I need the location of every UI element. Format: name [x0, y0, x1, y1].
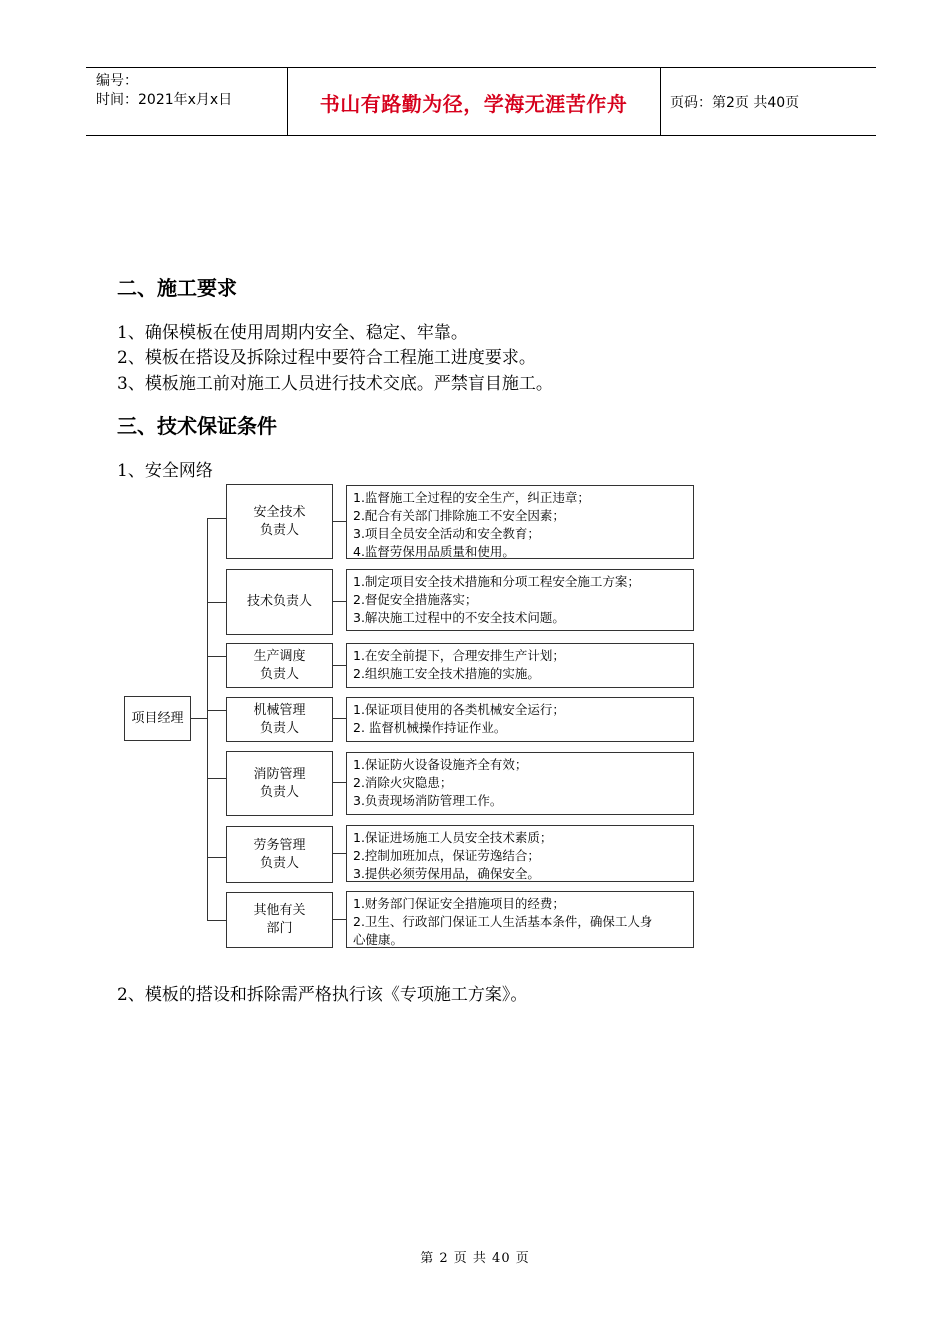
role-label: 其他有关: [253, 903, 306, 918]
role-box-production: [226, 643, 333, 688]
duty-box-fire: [346, 752, 694, 815]
role-label: 负责人: [259, 522, 299, 538]
duty-line: 1.监督施工全过程的安全生产，纠正违章；: [353, 490, 590, 505]
section3-subtitle-2: 2、模板的搭设和拆除需严格执行该《专项施工方案》。: [117, 985, 528, 1005]
branch-connector-3: [207, 656, 226, 657]
duty-line: 1.制定项目安全技术措施和分项工程安全施工方案；: [353, 574, 640, 589]
header-top-rule: [86, 67, 876, 68]
role-label: 技术负责人: [246, 594, 312, 609]
role-box-fire: [226, 751, 333, 816]
duty-line: 2.配合有关部门排除施工不安全因素；: [353, 508, 565, 523]
header-time: 时间：2021年x月x日: [96, 92, 233, 108]
duty-box-tech-lead: [346, 569, 694, 631]
header-motto: 书山有路勤为径，学海无涯苦作舟: [319, 92, 628, 116]
section3-subtitle-1: 1、安全网络: [117, 461, 213, 481]
header-page-info: 页码：第2页 共40页: [670, 95, 800, 111]
duty-line: 1.保证防火设备设施齐全有效；: [353, 757, 528, 772]
branch-connector-7: [207, 920, 226, 921]
duty-connector-6: [332, 853, 346, 854]
section2-item-2: 2、模板在搭设及拆除过程中要符合工程施工进度要求。: [117, 348, 536, 368]
role-label: 机械管理: [253, 702, 306, 718]
duty-line: 2.控制加班加点，保证劳逸结合；: [353, 848, 540, 863]
root-connector: [190, 718, 208, 719]
duty-line: 2.组织施工安全技术措施的实施。: [353, 666, 540, 681]
duty-line: 1.保证进场施工人员安全技术素质；: [353, 830, 553, 845]
duty-line: 心健康。: [353, 932, 404, 947]
section3-title: 三、技术保证条件: [117, 414, 277, 438]
duty-connector-7: [332, 919, 346, 920]
header-number: 编号：: [96, 73, 138, 89]
duty-line: 3.负责现场消防管理工作。: [353, 793, 503, 808]
role-box-other-depts: [226, 892, 333, 948]
role-box-labor: [226, 826, 333, 883]
role-label: 负责人: [259, 784, 299, 800]
branch-connector-4: [207, 710, 226, 711]
role-box-machinery: [226, 697, 333, 742]
duty-line: 3.项目全员安全活动和安全教育；: [353, 526, 540, 541]
duty-connector-1: [332, 521, 346, 522]
header-divider-right: [660, 67, 661, 136]
duty-line: 1.保证项目使用的各类机械安全运行；: [353, 702, 565, 717]
section2-item-3: 3、模板施工前对施工人员进行技术交底。严禁盲目施工。: [117, 374, 553, 394]
duty-box-labor: [346, 825, 694, 882]
duty-line: 4.监督劳保用品质量和使用。: [353, 544, 515, 559]
duty-line: 3.解决施工过程中的不安全技术问题。: [353, 610, 565, 625]
role-box-tech-lead: [226, 569, 333, 635]
branch-connector-6: [207, 857, 226, 858]
duty-line: 2. 监督机械操作持证作业。: [353, 720, 507, 735]
duty-connector-4: [332, 718, 346, 719]
branch-connector-5: [207, 778, 226, 779]
project-manager-box: [124, 696, 191, 741]
duty-line: 2.消除火灾隐患；: [353, 775, 453, 790]
duty-box-machinery: [346, 697, 694, 742]
duty-box-safety-tech: [346, 485, 694, 559]
role-label: 劳务管理: [253, 837, 306, 853]
section2-title: 二、施工要求: [117, 276, 237, 300]
duty-line: 2.督促安全措施落实；: [353, 592, 478, 607]
role-label: 部门: [266, 921, 293, 936]
section2-item-1: 1、确保模板在使用周期内安全、稳定、牢靠。: [117, 323, 468, 343]
duty-line: 2.卫生、行政部门保证工人生活基本条件，确保工人身: [353, 914, 653, 929]
role-label: 负责人: [259, 720, 299, 736]
role-box-safety-tech: [226, 484, 333, 559]
duty-connector-3: [332, 665, 346, 666]
branch-connector-2: [207, 602, 226, 603]
header-bottom-rule: [86, 135, 876, 136]
duty-box-production: [346, 643, 694, 688]
duty-line: 1.在安全前提下，合理安排生产计划；: [353, 648, 565, 663]
role-label: 负责人: [259, 855, 299, 871]
project-manager-label: 项目经理: [131, 710, 184, 726]
duty-line: 1.财务部门保证安全措施项目的经费；: [353, 896, 565, 911]
header-meta: [96, 72, 232, 110]
role-label: 生产调度: [253, 648, 306, 664]
duty-line: 3.提供必须劳保用品，确保安全。: [353, 866, 540, 881]
duty-connector-5: [332, 782, 346, 783]
role-label: 负责人: [259, 666, 299, 682]
duty-box-other-depts: [346, 891, 694, 948]
trunk-line: [207, 518, 208, 920]
branch-connector-1: [207, 518, 226, 519]
page-footer: 第 2 页 共 40 页: [420, 1251, 530, 1266]
role-label: 消防管理: [253, 766, 306, 782]
role-label: 安全技术: [253, 504, 306, 520]
duty-connector-2: [332, 601, 346, 602]
